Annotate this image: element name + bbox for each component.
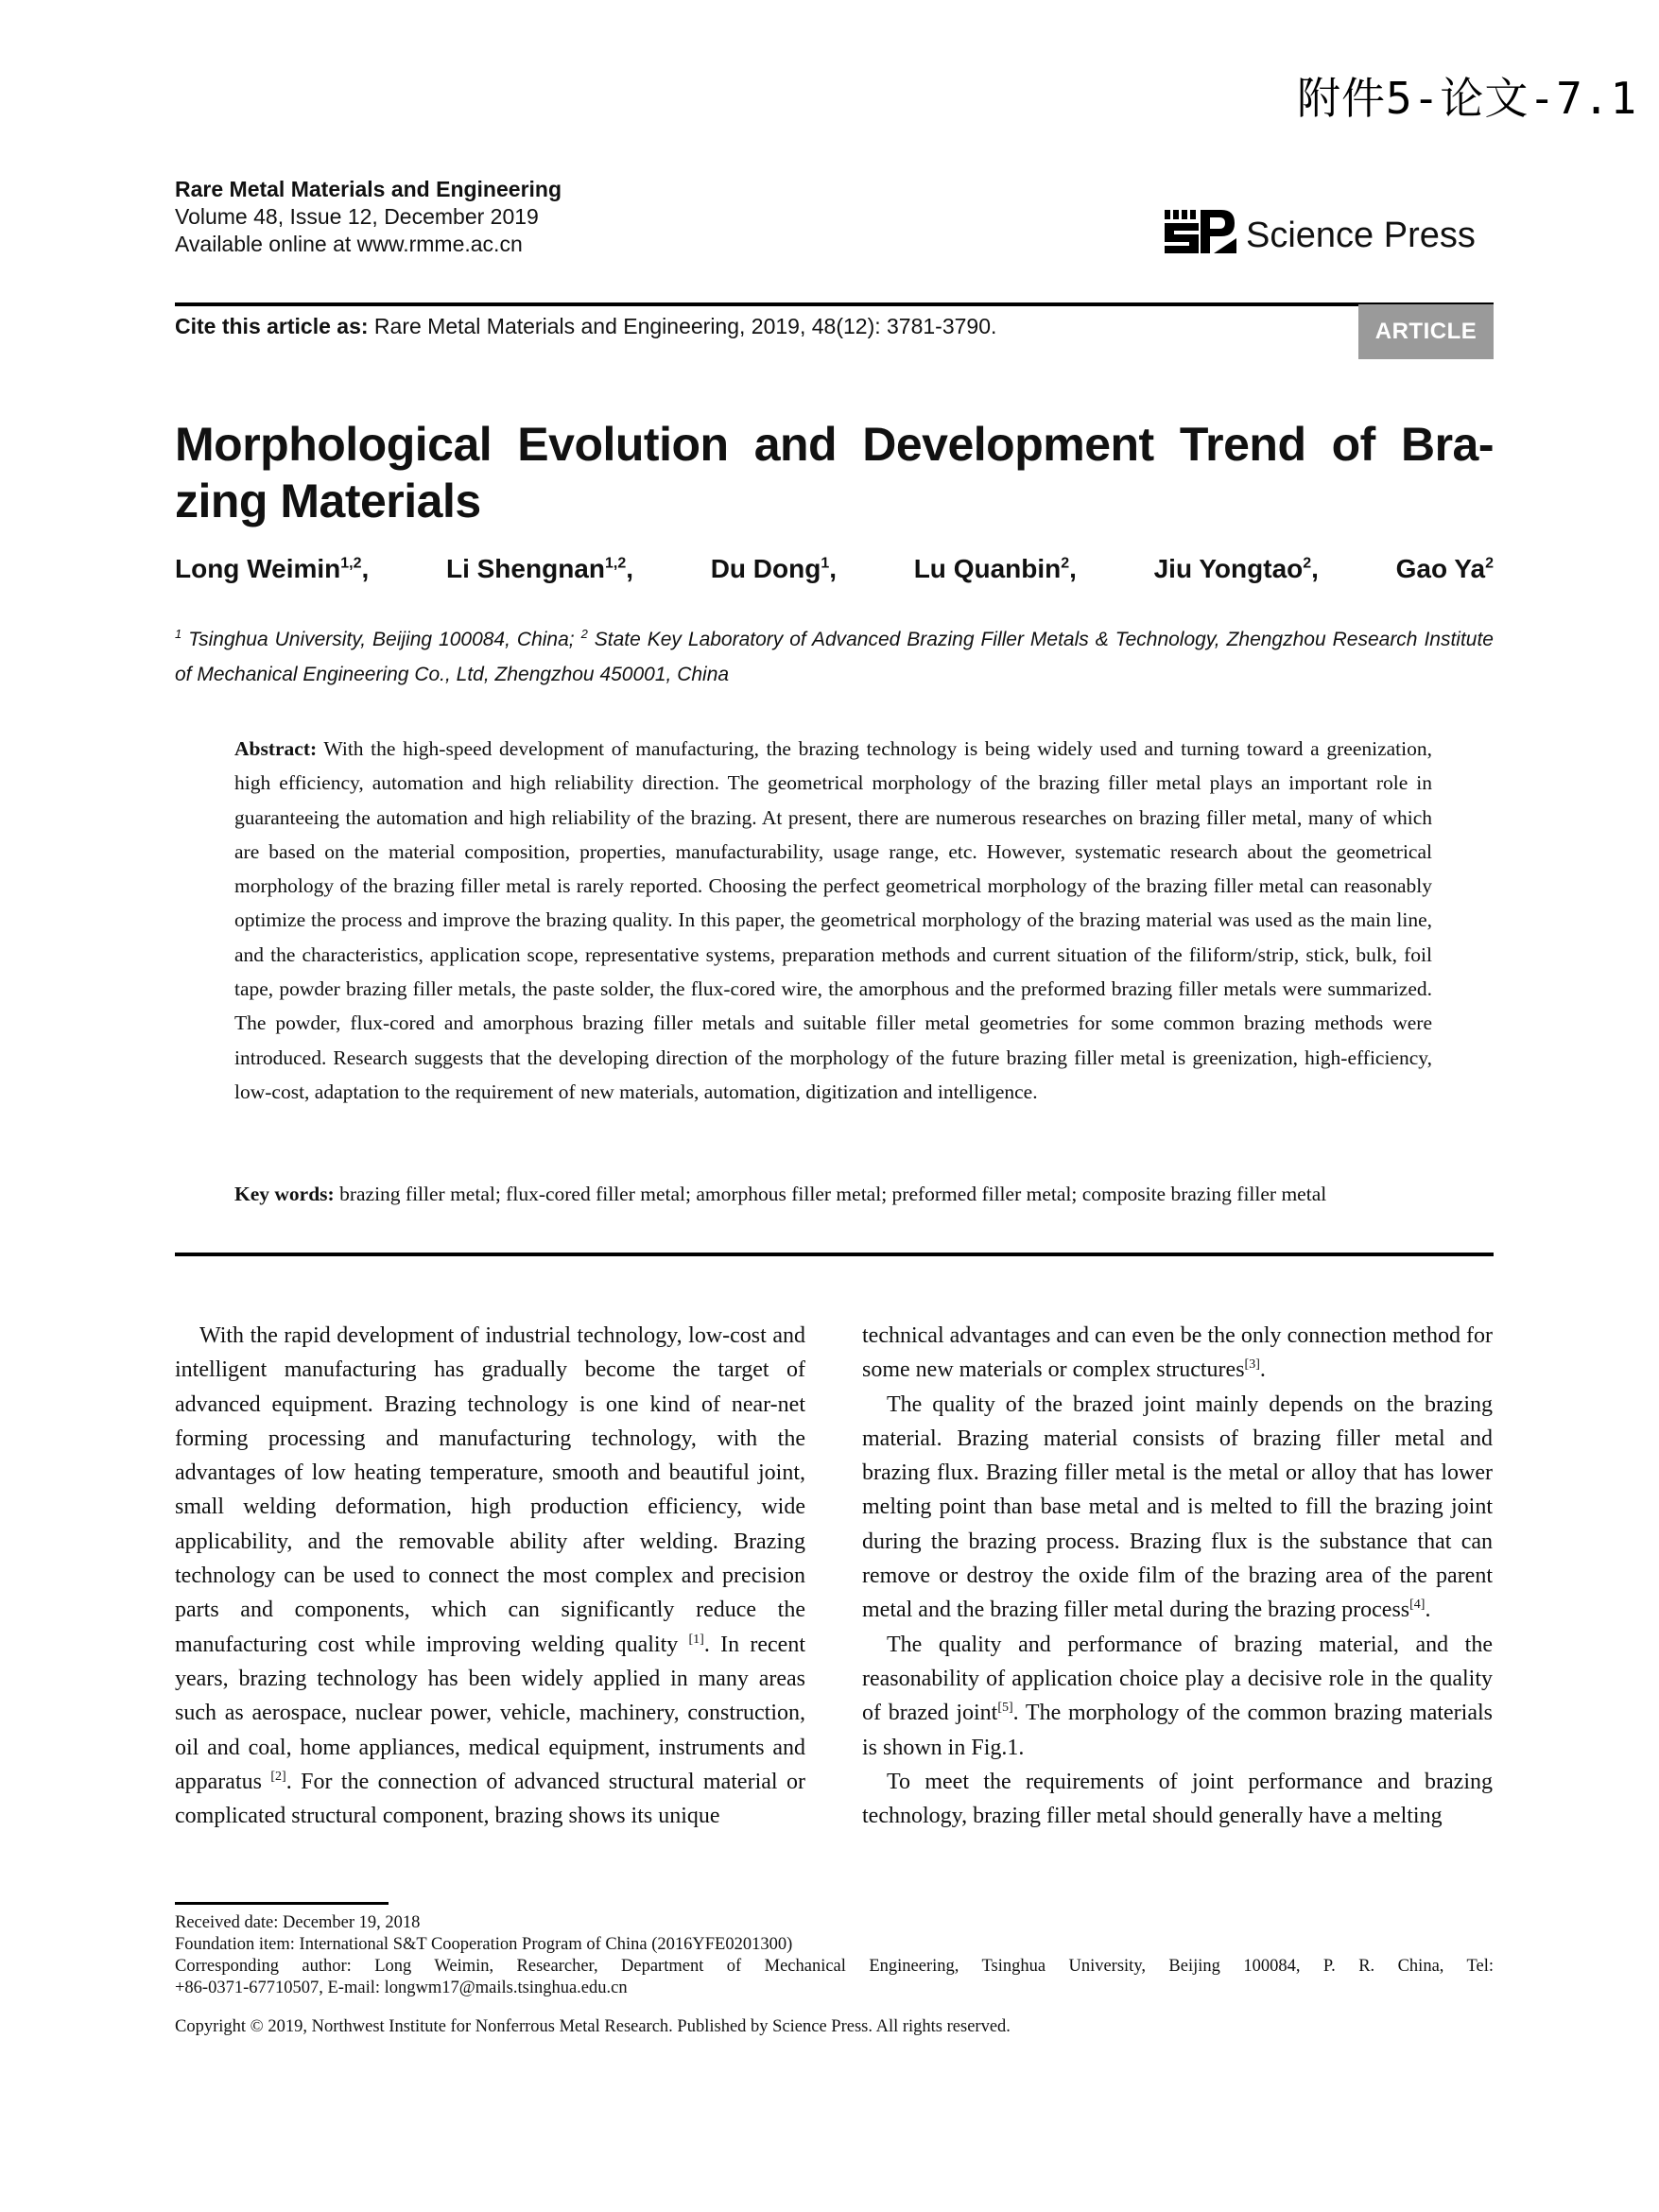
- author-list: [175, 554, 1494, 584]
- body-column-right: [862, 1319, 1493, 1833]
- journal-header: [175, 176, 562, 258]
- abstract-rule: [175, 1253, 1494, 1256]
- author: Jiu Yongtao$^2$,: [1153, 554, 1319, 583]
- citation-ref[interactable]: [5]: [997, 1701, 1013, 1716]
- affiliation-mark: 1: [175, 627, 182, 641]
- logo-s-shape: [1165, 223, 1199, 253]
- foundation-item: Foundation item: International S&T Cooperation Program of China (2016YFE0201300): [175, 1935, 793, 1954]
- cite-text: Rare Metal Materials and Engineering, 2019, 48(12): 3781-3790.: [368, 314, 997, 338]
- title-line-1: Morphological Evolution and Development Trend of Bra-: [175, 418, 1494, 471]
- article-type-badge: ARTICLE: [1358, 304, 1494, 359]
- body-column-left: [175, 1319, 805, 1833]
- affiliations: [175, 616, 1494, 692]
- publisher-name: Science Press: [1246, 216, 1476, 255]
- author: Long Weimin$^{1,2}$,: [175, 554, 370, 583]
- keywords-text: brazing filler metal; flux-cored filler metal; amorphous filler metal; preformed filler metal; composite brazing filler metal: [334, 1183, 1327, 1205]
- citation-ref[interactable]: [1]: [688, 1632, 704, 1647]
- logo-bar: [1165, 210, 1170, 219]
- paper-title: [175, 416, 1494, 529]
- keywords: [234, 1180, 1463, 1208]
- journal-issue: Volume 48, Issue 12, December 2019: [175, 204, 539, 229]
- citation-ref[interactable]: [2]: [270, 1769, 286, 1784]
- citation-ref[interactable]: [3]: [1244, 1357, 1260, 1373]
- affiliation-mark: 2: [580, 627, 588, 641]
- footnote-rule: [175, 1902, 389, 1905]
- received-date: Received date: December 19, 2018: [175, 1913, 421, 1932]
- body-paragraph: technical advantages and can even be the only connection method for some new materials or complex structures[3].: [862, 1323, 1493, 1383]
- author: Li Shengnan$^{1,2}$,: [445, 554, 633, 583]
- abstract-text: With the high-speed development of manufacturing, the brazing technology is being widely used and turning toward a greenization, high efficiency, automation and high reliability direction. The geometrical morphology of the brazing filler metal plays an important role in guaranteeing the automation and high reliability of the brazing. At present, there are numerous researches on brazing filler metal, many of which are based on the material composition, properties, manufacturability, usage range, etc. However, systematic research about the geometrical morphology of the brazing filler metal is rarely reported. Choosing the perfect geometrical morphology of the brazing filler metal can reasonably optimize the process and improve the brazing quality. In this paper, the geometrical morphology of the brazing material was used as the main line, and the characteristics, application scope, representative systems, preparation methods and current situation of the filiform/strip, stick, bulk, foil tape, powder brazing filler metals, the paste solder, the flux-cored wire, the amorphous and the preformed brazing filler metals were summarized. The powder, flux-cored and amorphous brazing filler metals and suitable filler metal geometries for some common brazing methods were introduced. Research suggests that the developing direction of the morphology of the future brazing filler metal is greenization, high-efficiency, low-cost, adaptation to the requirement of new materials, automation, digitization and intelligence.: [234, 737, 1432, 1103]
- author: Lu Quanbin$^2$,: [913, 554, 1077, 583]
- body-paragraph: With the rapid development of industrial technology, low-cost and intelligent manufacturing has gradually become the target of advanced equipment. Brazing technology is one kind of near-net forming processing and manufacturing technology, with the advantages of low heating temperature, smooth and beautiful joint, small welding deformation, high production efficiency, wide applicability, and the removable ability after welding. Brazing technology can be used to connect the most complex and precision parts and components, which can significantly reduce the manufacturing cost while improving welding quality [1]. In recent years, brazing technology has been widely applied in many areas such as aerospace, nuclear power, vehicle, machinery, construction, oil and coal, home appliances, medical equipment, instruments and apparatus [2]. For the connection of advanced structural material or complicated structural component, brazing shows its unique: [175, 1323, 805, 1829]
- logo-triangle: [1214, 238, 1236, 253]
- logo-bar: [1173, 210, 1179, 219]
- corresponding-contact[interactable]: +86-0371-67710507, E-mail: longwm17@mails.tsinghua.edu.cn: [175, 1979, 628, 1997]
- author: Gao Ya$^2$: [1395, 554, 1494, 583]
- citation-ref[interactable]: [4]: [1409, 1598, 1426, 1613]
- keywords-label: Key words:: [234, 1183, 335, 1205]
- body-paragraph: The quality and performance of brazing material, and the reasonability of application choice play a decisive role in the quality of brazed joint[5]. The morphology of the common brazing materials is shown in Fig.1.: [862, 1632, 1493, 1760]
- logo-bar: [1190, 210, 1196, 219]
- affiliation-1: Tsinghua University, Beijing 100084, China;: [181, 629, 581, 650]
- logo-bar: [1182, 210, 1187, 219]
- abstract-label: Abstract:: [234, 737, 318, 760]
- abstract: [234, 732, 1432, 1109]
- footnotes: [175, 1912, 1494, 1999]
- citation-line: [175, 312, 996, 340]
- body-paragraph: The quality of the brazed joint mainly depends on the brazing material. Brazing material consists of brazing filler metal and brazing flux. Brazing filler metal is the metal or alloy that has lower melting point than base metal and is melted to fill the brazing joint during the brazing process. Brazing flux is the substance that can remove or destroy the oxide film of the brazing area of the parent metal and the brazing filler metal during the brazing process[4].: [862, 1391, 1493, 1623]
- affiliation-2: State Key Laboratory of Advanced Brazing Filler Metals & Technology, Zhengzhou Research Institute of Mechanical Engineering Co., Ltd, Zhengzhou 450001, China: [175, 629, 1494, 685]
- body-paragraph: To meet the requirements of joint performance and brazing technology, brazing filler metal should generally have a melting: [862, 1769, 1493, 1829]
- corresponding-author: Corresponding author: Long Weimin, Researcher, Department of Mechanical Engineering, Tsinghua University, Beijing 100084, P. R. China, Tel:: [175, 1957, 1494, 1976]
- science-press-logo-icon: [1165, 210, 1240, 255]
- title-line-2: zing Materials: [175, 475, 481, 527]
- cite-label: Cite this article as:: [175, 314, 369, 338]
- journal-online-link[interactable]: Available online at www.rmme.ac.cn: [175, 232, 523, 256]
- document-stamp-label: 附件5-论文-7.1: [1297, 73, 1638, 124]
- copyright-notice: Copyright © 2019, Northwest Institute for Nonferrous Metal Research. Published by Science Press. All rights reserved.: [175, 2017, 1011, 2036]
- author: Du Dong$^1$,: [710, 554, 838, 583]
- journal-name: Rare Metal Materials and Engineering: [175, 177, 562, 201]
- header-rule: [175, 302, 1494, 306]
